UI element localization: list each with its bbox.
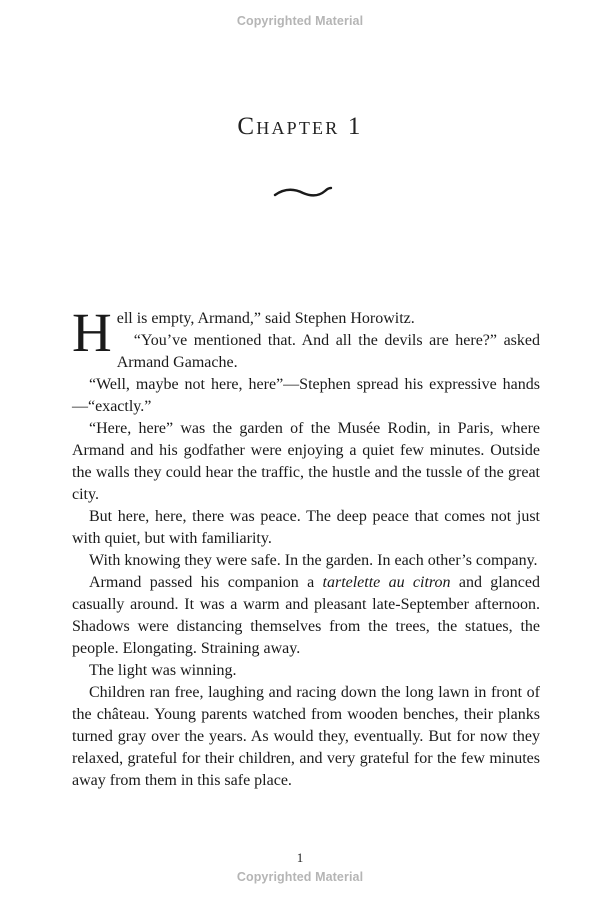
paragraph-7 bbox=[72, 572, 540, 660]
watermark-bottom: Copyrighted Material bbox=[236, 870, 364, 884]
watermark-top: Copyrighted Material bbox=[236, 14, 364, 28]
paragraph-8: The light was winning. bbox=[89, 662, 237, 679]
italic-phrase: tartelette au citron bbox=[322, 574, 451, 591]
paragraph-2: “You’ve mentioned that. And all the devils are here?” asked Armand Gamache. bbox=[116, 332, 540, 371]
paragraph-text: ell is empty, Armand,” said Stephen Horowitz. bbox=[116, 310, 415, 327]
chapter-title: Chapter 1 bbox=[237, 113, 363, 140]
paragraph-5: But here, here, there was peace. The deep peace that comes not just with quiet, but with familiarity. bbox=[72, 508, 540, 547]
chapter-body bbox=[72, 302, 541, 792]
paragraph-6: With knowing they were safe. In the garden. In each other’s company. bbox=[89, 552, 538, 569]
paragraph-text-before: Armand passed his companion a bbox=[89, 574, 323, 591]
paragraph-text-after: and glanced casually around. It was a warm and pleasant late-September afternoon. Shadows were distancing themselves from the trees, the statues, the people. Elongating. Straining away. bbox=[72, 574, 541, 657]
page-number: 1 bbox=[296, 850, 304, 865]
paragraph-3: “Well, maybe not here, here”—Stephen spread his expressive hands—“exactly.” bbox=[72, 376, 540, 415]
paragraph-9: Children ran free, laughing and racing down the long lawn in front of the château. Young parents watched from wooden benches, their planks turned gray over the years. As would they, eventually. But for now they relaxed, grateful for their children, and very grateful for the few minutes away from them in this safe place. bbox=[72, 684, 540, 789]
drop-cap: H bbox=[72, 302, 112, 363]
paragraph-4: “Here, here” was the garden of the Musée Rodin, in Paris, where Armand and his godfather were enjoying a quiet few minutes. Outside the walls they could hear the traffic, the hustle and the tussle of the great city. bbox=[72, 420, 540, 503]
swash-ornament-icon bbox=[273, 184, 333, 200]
